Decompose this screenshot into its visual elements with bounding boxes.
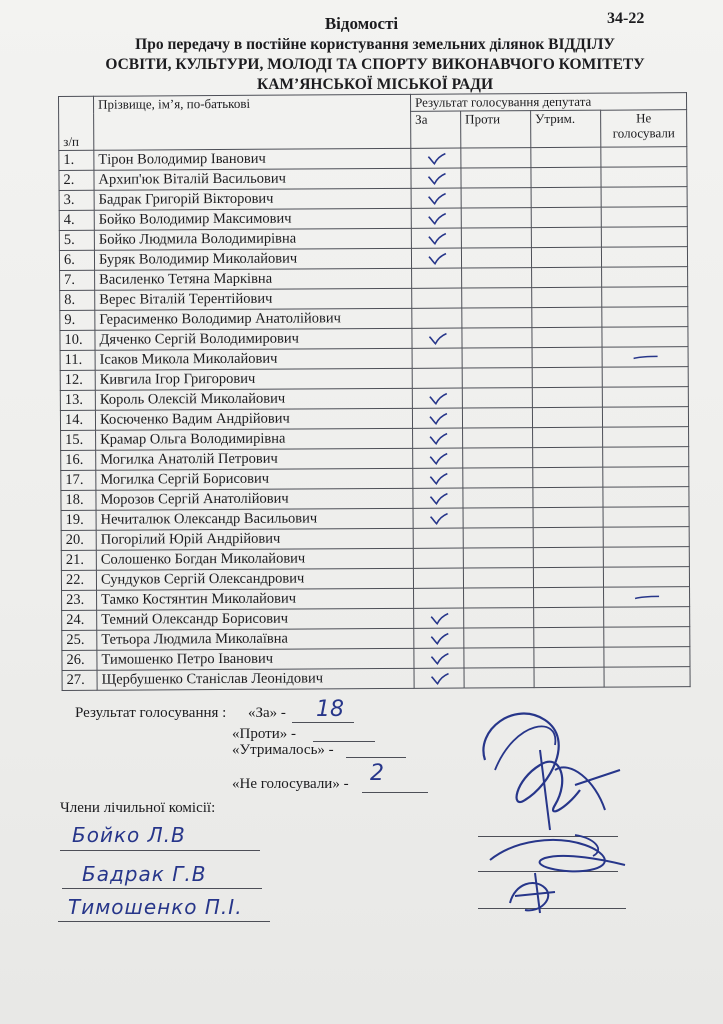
vote-ne-cell — [602, 407, 688, 428]
row-number: 24. — [62, 610, 97, 630]
vote-za-cell — [412, 268, 462, 288]
member-3-signature — [500, 868, 570, 918]
deputy-name: Могилка Анатолій Петрович — [96, 448, 413, 470]
vote-utrym-cell — [533, 547, 603, 567]
vote-ne-cell — [604, 647, 690, 668]
row-number: 26. — [62, 650, 97, 670]
vote-za-cell — [413, 568, 463, 588]
row-number: 12. — [60, 370, 95, 390]
vote-utrym-cell — [532, 367, 602, 387]
vote-ne-cell — [603, 507, 689, 528]
result-utrym-blank — [346, 757, 406, 758]
deputy-name: Погорілий Юрій Андрійович — [96, 528, 413, 550]
subtitle-line-3: КАМ’ЯНСЬКОЇ МІСЬКОЇ РАДИ — [256, 76, 494, 93]
deputy-name: Король Олексій Миколайович — [95, 388, 412, 410]
vote-za-cell — [412, 408, 462, 428]
vote-ne-cell — [602, 347, 688, 368]
checkmark-icon — [429, 611, 449, 625]
member-1-name: Бойко Л.В — [72, 823, 186, 847]
subtitle-line-2: ОСВІТИ, КУЛЬТУРИ, МОЛОДІ ТА СПОРТУ ВИКОНАВЧОГО КОМІТЕТУ — [105, 56, 645, 73]
vote-proty-cell — [464, 588, 534, 608]
vote-utrym-cell — [534, 627, 604, 647]
vote-ne-cell — [604, 667, 690, 688]
vote-proty-cell — [463, 428, 533, 448]
vote-proty-cell — [464, 608, 534, 628]
voting-table — [58, 92, 691, 691]
vote-proty-cell — [464, 668, 534, 688]
vote-za-cell — [413, 428, 463, 448]
vote-ne-cell — [602, 367, 688, 388]
row-number: 9. — [60, 310, 95, 330]
checkmark-icon — [428, 511, 448, 525]
vote-proty-cell — [463, 528, 533, 548]
member-3-line — [58, 921, 270, 922]
row-number: 8. — [60, 290, 95, 310]
row-number: 20. — [61, 530, 96, 550]
row-number: 23. — [62, 590, 97, 610]
vote-proty-cell — [461, 248, 531, 268]
vote-proty-cell — [463, 548, 533, 568]
deputy-name: Щербушенко Станіслав Леонідович — [97, 668, 414, 690]
vote-za-cell — [413, 508, 463, 528]
row-number: 25. — [62, 630, 97, 650]
vote-proty-cell — [462, 348, 532, 368]
checkmark-icon — [428, 471, 448, 485]
row-number: 15. — [61, 430, 96, 450]
vote-utrym-cell — [533, 447, 603, 467]
vote-utrym-cell — [532, 387, 602, 407]
row-number: 18. — [61, 490, 96, 510]
vote-ne-cell — [601, 147, 687, 168]
vote-ne-cell — [602, 307, 688, 328]
checkmark-icon — [428, 491, 448, 505]
vote-utrym-cell — [533, 487, 603, 507]
checkmark-icon — [427, 331, 447, 345]
result-ne-blank — [362, 792, 428, 793]
vote-proty-cell — [463, 468, 533, 488]
vote-za-cell — [412, 348, 462, 368]
vote-utrym-cell — [532, 407, 602, 427]
vote-ne-cell — [604, 587, 690, 608]
vote-ne-cell — [603, 567, 689, 588]
vote-za-cell — [414, 668, 464, 688]
vote-za-cell — [412, 368, 462, 388]
row-number: 5. — [59, 230, 94, 250]
deputy-name: Тимошенко Петро Іванович — [97, 648, 414, 670]
column-header-number: з/п — [59, 96, 94, 150]
member-2-name: Бадрак Г.В — [82, 862, 207, 886]
column-header-result: Результат голосування депутата — [410, 93, 686, 112]
vote-ne-cell — [603, 527, 689, 548]
vote-utrym-cell — [534, 667, 604, 687]
dash-mark-icon — [630, 353, 660, 361]
vote-ne-cell — [602, 387, 688, 408]
vote-utrym-cell — [533, 527, 603, 547]
checkmark-icon — [426, 151, 446, 165]
vote-utrym-cell — [532, 267, 602, 287]
deputy-name: Бойко Людмила Володимирівна — [94, 228, 411, 250]
vote-proty-cell — [463, 508, 533, 528]
vote-ne-cell — [604, 627, 690, 648]
vote-za-cell — [412, 388, 462, 408]
vote-ne-cell — [603, 487, 689, 508]
checkmark-icon — [429, 651, 449, 665]
checkmark-icon — [428, 431, 448, 445]
deputy-name: Герасименко Володимир Анатолійович — [95, 308, 412, 330]
checkmark-icon — [427, 391, 447, 405]
vote-ne-cell — [601, 207, 687, 228]
vote-ne-cell — [603, 427, 689, 448]
checkmark-icon — [428, 451, 448, 465]
deputy-name: Кивгила Ігор Григорович — [95, 368, 412, 390]
row-number: 19. — [61, 510, 96, 530]
checkmark-icon — [426, 171, 446, 185]
deputy-name: Ісаков Микола Миколайович — [95, 348, 412, 370]
row-number: 1. — [59, 150, 94, 170]
document-title: Відомості — [324, 14, 399, 33]
result-utrym-label: «Утрималось» - — [232, 742, 334, 758]
row-number: 3. — [59, 190, 94, 210]
result-ne-label: «Не голосували» - — [232, 776, 349, 792]
deputy-name: Косюченко Вадим Андрійович — [95, 408, 412, 430]
vote-utrym-cell — [533, 567, 603, 587]
vote-za-cell — [413, 528, 463, 548]
vote-za-cell — [414, 608, 464, 628]
vote-ne-cell — [603, 447, 689, 468]
row-number: 16. — [61, 450, 96, 470]
vote-ne-cell — [601, 187, 687, 208]
deputy-name: Бойко Володимир Максимович — [94, 208, 411, 230]
vote-utrym-cell — [534, 587, 604, 607]
checkmark-icon — [426, 211, 446, 225]
result-label: Результат голосування : — [75, 705, 227, 721]
deputy-name: Темний Олександр Борисович — [97, 608, 414, 630]
vote-za-cell — [411, 188, 461, 208]
column-header-za: За — [411, 111, 461, 148]
vote-utrym-cell — [531, 187, 601, 207]
checkmark-icon — [427, 411, 447, 425]
vote-utrym-cell — [531, 247, 601, 267]
deputy-name: Василенко Тетяна Марківна — [95, 268, 412, 290]
vote-za-cell — [412, 288, 462, 308]
vote-utrym-cell — [532, 307, 602, 327]
vote-utrym-cell — [532, 327, 602, 347]
vote-utrym-cell — [531, 227, 601, 247]
vote-za-cell — [412, 308, 462, 328]
result-proty-label: «Проти» - — [232, 726, 296, 742]
vote-proty-cell — [463, 568, 533, 588]
result-ne-value: 2 — [370, 761, 384, 786]
column-header-name: Прізвище, ім’я, по-батькові — [94, 94, 411, 150]
vote-za-cell — [411, 228, 461, 248]
row-number: 11. — [60, 350, 95, 370]
checkmark-icon — [426, 191, 446, 205]
vote-ne-cell — [601, 167, 687, 188]
vote-ne-cell — [602, 287, 688, 308]
vote-proty-cell — [462, 408, 532, 428]
vote-proty-cell — [461, 208, 531, 228]
deputy-name: Тетьора Людмила Миколаївна — [97, 628, 414, 650]
document-number: 34-22 — [607, 10, 645, 27]
deputy-name: Буряк Володимир Миколайович — [94, 248, 411, 270]
row-number: 7. — [60, 270, 95, 290]
vote-proty-cell — [464, 628, 534, 648]
vote-ne-cell — [602, 327, 688, 348]
subtitle-line-1: Про передачу в постійне користування земельних ділянок ВІДДІЛУ — [135, 36, 615, 53]
vote-proty-cell — [463, 448, 533, 468]
vote-za-cell — [413, 468, 463, 488]
vote-proty-cell — [462, 328, 532, 348]
deputy-name: Архип'юк Віталій Васильович — [94, 168, 411, 190]
vote-za-cell — [411, 168, 461, 188]
column-header-proty: Проти — [461, 111, 531, 148]
deputy-name: Солошенко Богдан Миколайович — [96, 548, 413, 570]
vote-za-cell — [414, 648, 464, 668]
checkmark-icon — [429, 631, 449, 645]
vote-ne-cell — [602, 267, 688, 288]
row-number: 4. — [59, 210, 94, 230]
row-number: 2. — [59, 170, 94, 190]
result-za-label: «За» - — [248, 705, 286, 721]
chairman-signature — [455, 690, 635, 840]
vote-za-cell — [413, 448, 463, 468]
deputy-name: Тамко Костянтин Миколайович — [97, 588, 414, 610]
vote-ne-cell — [601, 227, 687, 248]
vote-za-cell — [411, 208, 461, 228]
result-za-blank — [292, 722, 354, 723]
deputy-name: Верес Віталій Терентійович — [95, 288, 412, 310]
vote-utrym-cell — [531, 207, 601, 227]
member-1-line — [60, 850, 260, 851]
row-number: 22. — [61, 570, 96, 590]
vote-utrym-cell — [534, 647, 604, 667]
vote-ne-cell — [603, 547, 689, 568]
vote-za-cell — [413, 548, 463, 568]
result-za-value: 18 — [316, 697, 344, 722]
row-number: 27. — [62, 670, 97, 690]
vote-proty-cell — [463, 488, 533, 508]
vote-proty-cell — [461, 148, 531, 168]
column-header-ne-holosuvaly: Не голосували — [601, 110, 687, 148]
deputy-name: Крамар Ольга Володимирівна — [96, 428, 413, 450]
vote-proty-cell — [461, 168, 531, 188]
deputy-name: Тірон Володимир Іванович — [94, 148, 411, 170]
deputy-name: Нечиталюк Олександр Васильович — [96, 508, 413, 530]
vote-proty-cell — [462, 388, 532, 408]
vote-ne-cell — [603, 467, 689, 488]
vote-ne-cell — [604, 607, 690, 628]
vote-utrym-cell — [532, 347, 602, 367]
checkmark-icon — [429, 671, 449, 685]
row-number: 10. — [60, 330, 95, 350]
vote-za-cell — [412, 328, 462, 348]
vote-proty-cell — [462, 368, 532, 388]
row-number: 17. — [61, 470, 96, 490]
table-row — [62, 667, 690, 691]
vote-ne-cell — [601, 247, 687, 268]
deputy-name: Могилка Сергій Борисович — [96, 468, 413, 490]
vote-utrym-cell — [532, 287, 602, 307]
vote-utrym-cell — [531, 147, 601, 167]
vote-proty-cell — [461, 228, 531, 248]
vote-proty-cell — [462, 268, 532, 288]
deputy-name: Дяченко Сергій Володимирович — [95, 328, 412, 350]
voting-table-body — [59, 147, 690, 691]
vote-proty-cell — [462, 308, 532, 328]
vote-proty-cell — [464, 648, 534, 668]
deputy-name: Морозов Сергій Анатолійович — [96, 488, 413, 510]
column-header-utrym: Утрим. — [531, 110, 601, 147]
vote-za-cell — [414, 628, 464, 648]
vote-utrym-cell — [533, 507, 603, 527]
checkmark-icon — [426, 231, 446, 245]
vote-za-cell — [411, 248, 461, 268]
vote-utrym-cell — [533, 427, 603, 447]
deputy-name: Бадрак Григорій Вікторович — [94, 188, 411, 210]
vote-utrym-cell — [534, 607, 604, 627]
vote-utrym-cell — [531, 167, 601, 187]
deputy-name: Сундуков Сергій Олександрович — [96, 568, 413, 590]
row-number: 6. — [59, 250, 94, 270]
checkmark-icon — [426, 251, 446, 265]
vote-za-cell — [413, 488, 463, 508]
dash-mark-icon — [632, 593, 662, 601]
row-number: 21. — [61, 550, 96, 570]
row-number: 13. — [60, 390, 95, 410]
commission-label: Члени лічильної комісії: — [60, 800, 216, 816]
row-number: 14. — [60, 410, 95, 430]
vote-proty-cell — [461, 188, 531, 208]
member-3-name: Тимошенко П.І. — [68, 895, 243, 919]
vote-za-cell — [411, 148, 461, 168]
member-2-line — [62, 888, 262, 889]
vote-proty-cell — [462, 288, 532, 308]
vote-utrym-cell — [533, 467, 603, 487]
vote-za-cell — [414, 588, 464, 608]
